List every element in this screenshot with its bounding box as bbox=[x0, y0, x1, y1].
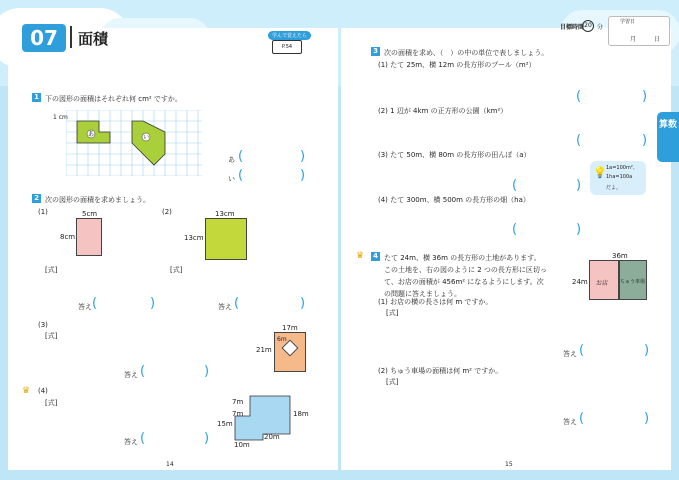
crown-icon: ♛ bbox=[22, 386, 31, 396]
q2-3-height: 21m bbox=[256, 346, 272, 354]
q2-3-formula: [式] bbox=[45, 332, 58, 340]
q3-3-paren-close: ) bbox=[576, 178, 582, 193]
divider bbox=[70, 26, 72, 48]
q4-text-line-4: の問題に答えましょう。 bbox=[384, 290, 461, 298]
q4-shop-label: お店 bbox=[596, 280, 609, 287]
q2-3-label: (3) bbox=[38, 321, 48, 329]
answer-i-label: い bbox=[228, 175, 235, 183]
shape-i bbox=[132, 121, 165, 165]
subject-tab: 算数 bbox=[657, 112, 679, 162]
q4-sub-1: (1) お店の横の長さは何 m ですか。 bbox=[378, 298, 493, 306]
q2-4-formula: [式] bbox=[45, 399, 58, 407]
page-ref-book: P.54 bbox=[272, 40, 302, 54]
q3-4-paren-close: ) bbox=[576, 222, 582, 237]
q3-3-paren-open: ( bbox=[512, 178, 518, 193]
question-3-number: 3 bbox=[371, 47, 380, 56]
q2-2-label: (2) bbox=[162, 208, 172, 216]
q2-4-b: 7m bbox=[232, 410, 244, 418]
q2-1-answer-label: 答え bbox=[78, 303, 92, 311]
answer-a-paren-close: ) bbox=[300, 149, 306, 164]
q2-1-height: 8cm bbox=[60, 233, 76, 241]
q4-1-paren-close: ) bbox=[644, 343, 650, 358]
q3-1-paren-open: ( bbox=[576, 89, 582, 104]
hint-line-1: 1a=100m²、 bbox=[606, 165, 638, 171]
q2-1-paren-open: ( bbox=[92, 296, 98, 311]
q2-3-paren-close: ) bbox=[204, 364, 210, 379]
q2-2-paren-close: ) bbox=[300, 296, 306, 311]
q2-2-formula: [式] bbox=[170, 266, 183, 274]
q4-sub-2-formula: [式] bbox=[386, 378, 399, 386]
crown-icon: ♛ bbox=[356, 251, 365, 261]
q2-4-paren-close: ) bbox=[204, 431, 210, 446]
study-badge: 学んで覚えたら bbox=[268, 31, 311, 40]
q4-text-line-1: たて 24m、横 36m の長方形の土地があります。 bbox=[384, 254, 541, 262]
q2-4-c: 18m bbox=[293, 410, 309, 418]
q2-3-answer-label: 答え bbox=[124, 371, 138, 379]
q2-4-paren-open: ( bbox=[140, 431, 146, 446]
q2-1-label: (1) bbox=[38, 208, 48, 216]
day-label: 日 bbox=[654, 36, 661, 43]
right-page bbox=[341, 28, 671, 470]
q1-grid-figure bbox=[66, 110, 202, 176]
q3-4-paren-open: ( bbox=[512, 222, 518, 237]
q2-2-paren-open: ( bbox=[234, 296, 240, 311]
q2-3-inner: 6m bbox=[277, 336, 287, 343]
question-3-text: 次の面積を求め、（ ）の中の単位で表しましょう。 bbox=[384, 49, 549, 57]
q2-4-d: 15m bbox=[217, 420, 233, 428]
q2-4-answer-label: 答え bbox=[124, 438, 138, 446]
answer-a-label: あ bbox=[228, 156, 235, 164]
question-2-text: 次の図形の面積を求めましょう。 bbox=[45, 196, 150, 204]
q2-2-width: 13cm bbox=[215, 210, 235, 218]
study-time-unit: 分 bbox=[597, 24, 604, 31]
q4-2-paren-close: ) bbox=[644, 411, 650, 426]
q4-figure-height: 24m bbox=[572, 278, 588, 286]
answer-a-paren-open: ( bbox=[238, 149, 244, 164]
answer-i-paren-open: ( bbox=[238, 168, 244, 183]
svg-text:あ: あ bbox=[88, 131, 95, 138]
q4-sub-1-formula: [式] bbox=[386, 309, 399, 317]
month-label: 月 bbox=[630, 36, 637, 43]
q3-item-1: (1) たて 25m、横 12m の長方形のプール（m²） bbox=[378, 61, 536, 69]
q3-2-paren-open: ( bbox=[576, 133, 582, 148]
q2-1-paren-close: ) bbox=[150, 296, 156, 311]
q2-1-formula: [式] bbox=[45, 266, 58, 274]
grid-unit-label: 1 cm bbox=[53, 114, 68, 121]
q2-1-width: 5cm bbox=[82, 210, 98, 218]
q4-figure-width: 36m bbox=[612, 252, 628, 260]
question-1-number: 1 bbox=[32, 93, 41, 102]
q2-4-f: 10m bbox=[234, 441, 250, 449]
q2-4-a: 7m bbox=[232, 398, 244, 406]
question-2-number: 2 bbox=[32, 194, 41, 203]
q4-sub-2: (2) ちゅう車場の面積は何 m² ですか。 bbox=[378, 367, 503, 375]
date-box bbox=[608, 16, 670, 46]
q4-parking-label: ちゅう車場 bbox=[620, 279, 646, 285]
q3-item-2: (2) 1 辺が 4km の正方形の公園（km²） bbox=[378, 107, 508, 115]
study-time-value: 20 bbox=[582, 20, 594, 32]
right-page-number: 15 bbox=[505, 461, 513, 468]
lightbulb-icon: 💡 bbox=[593, 166, 607, 179]
question-1-text: 下の図形の面積はそれぞれ何 cm² ですか。 bbox=[45, 95, 182, 103]
q2-4-e: 20m bbox=[264, 433, 280, 441]
q3-2-paren-close: ) bbox=[642, 133, 648, 148]
svg-text:い: い bbox=[143, 134, 150, 141]
hint-line-3: だよ。 bbox=[606, 185, 622, 191]
q4-2-answer-label: 答え bbox=[563, 418, 577, 426]
left-page-number: 14 bbox=[166, 461, 174, 468]
q3-item-3: (3) たて 50m、横 80m の長方形の田んぼ（a） bbox=[378, 151, 531, 159]
q2-3-width: 17m bbox=[282, 324, 298, 332]
q4-2-paren-open: ( bbox=[579, 411, 585, 426]
q4-text-line-3: て、お店の面積が 456m² になるようにします。次 bbox=[384, 278, 544, 286]
q4-1-paren-open: ( bbox=[579, 343, 585, 358]
q2-2-square bbox=[205, 218, 247, 260]
q2-1-rectangle bbox=[76, 218, 102, 256]
q4-text-line-2: この土地を、右の図のように 2 つの長方形に区切っ bbox=[384, 266, 547, 274]
date-label: 学習日 bbox=[620, 19, 636, 25]
hint-line-2: 1ha=100a bbox=[606, 174, 633, 180]
q2-2-answer-label: 答え bbox=[218, 303, 232, 311]
question-4-number: 4 bbox=[371, 252, 380, 261]
answer-i-paren-close: ) bbox=[300, 168, 306, 183]
q2-3-paren-open: ( bbox=[140, 364, 146, 379]
unit-number: 07 bbox=[22, 24, 66, 52]
q4-1-answer-label: 答え bbox=[563, 350, 577, 358]
q2-4-label: (4) bbox=[38, 387, 48, 395]
study-time-label: 目標時間 bbox=[560, 24, 585, 31]
q3-1-paren-close: ) bbox=[642, 89, 648, 104]
page-title: 面積 bbox=[78, 30, 109, 48]
q2-2-height: 13cm bbox=[184, 234, 204, 242]
q3-item-4: (4) たて 300m、横 500m の長方形の畑（ha） bbox=[378, 196, 530, 204]
